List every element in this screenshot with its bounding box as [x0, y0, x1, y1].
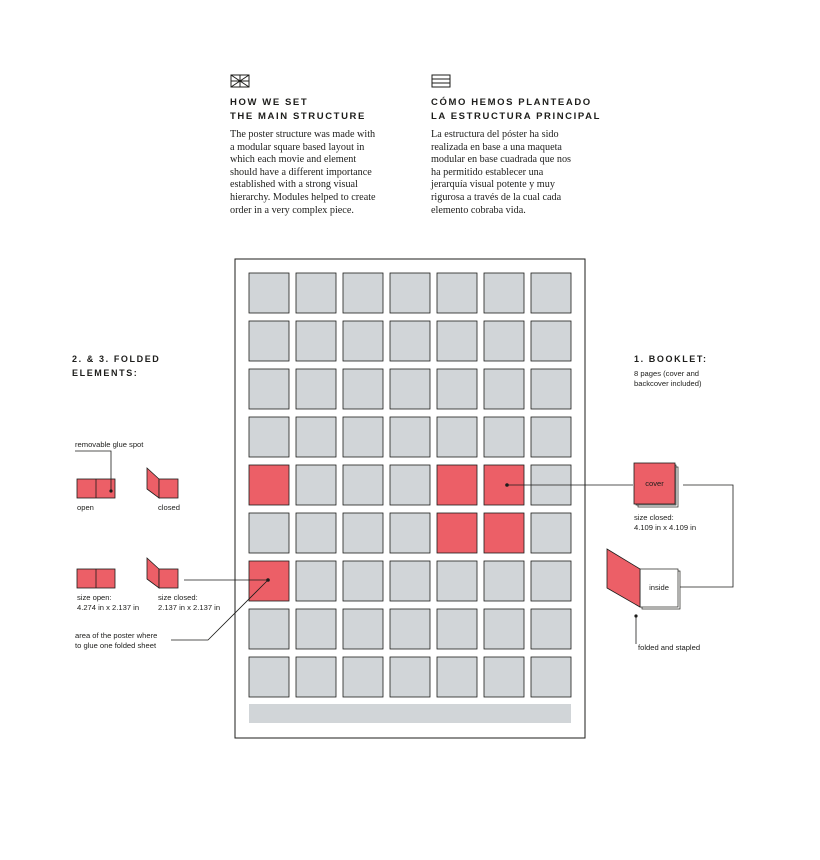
- grid-cell: [296, 273, 336, 313]
- folded-heading-line2: ELEMENTS:: [72, 368, 139, 378]
- grid-cell: [390, 657, 430, 697]
- grid-cell-highlighted: [437, 465, 477, 505]
- size-closed-label: [158, 593, 220, 613]
- grid-cell: [343, 465, 383, 505]
- grid-cell: [296, 321, 336, 361]
- folded-stapled-label: folded and stapled: [638, 643, 701, 652]
- grid-cell: [437, 657, 477, 697]
- grid-cell-highlighted: [484, 513, 524, 553]
- grid-cell: [531, 513, 571, 553]
- intro-en-heading: [230, 96, 366, 124]
- grid-cell-highlighted: [249, 465, 289, 505]
- grid-cell: [437, 273, 477, 313]
- grid-cell: [531, 561, 571, 601]
- size-closed-line1: size closed:: [158, 593, 198, 602]
- grid-cell: [390, 273, 430, 313]
- open-label: open: [77, 503, 94, 512]
- size-open-label: [77, 593, 139, 613]
- intro-es-heading-line1: CÓMO HEMOS PLANTEADO: [431, 97, 592, 108]
- glue-spot-label: removable glue spot: [75, 440, 144, 449]
- grid-cell: [484, 609, 524, 649]
- booklet-description: [634, 369, 702, 389]
- grid-cell: [390, 561, 430, 601]
- folded-heading-line1: 2. & 3. FOLDED: [72, 354, 161, 364]
- grid-cell: [296, 561, 336, 601]
- folded-open-sheet: [77, 479, 115, 498]
- poster-footer-strip: [249, 704, 571, 723]
- intro-en-heading-line2: THE MAIN STRUCTURE: [230, 111, 366, 122]
- booklet-size-line2: 4.109 in x 4.109 in: [634, 523, 697, 532]
- booklet-heading: 1. BOOKLET:: [634, 354, 708, 364]
- grid-cell: [437, 609, 477, 649]
- stapled-pointer-dot: [634, 614, 637, 617]
- grid-cell: [531, 609, 571, 649]
- grid-cell: [531, 369, 571, 409]
- grid-cell: [343, 417, 383, 457]
- grid-cell: [249, 369, 289, 409]
- grid-cell: [437, 369, 477, 409]
- folded-open-sheet-sized: [77, 569, 115, 588]
- folded-heading: [72, 352, 160, 380]
- grid-cell: [484, 657, 524, 697]
- booklet-inside: [607, 549, 680, 609]
- glue-area-label: [75, 631, 157, 651]
- grid-cell: [484, 321, 524, 361]
- grid-cell: [249, 321, 289, 361]
- booklet-size-label: [634, 513, 696, 533]
- spain-flag-icon: [432, 75, 450, 87]
- grid-cell: [296, 369, 336, 409]
- grid-cell: [296, 465, 336, 505]
- grid-cell: [249, 513, 289, 553]
- grid-cell: [390, 417, 430, 457]
- grid-cell: [484, 561, 524, 601]
- booklet-desc-line2: backcover included): [634, 379, 702, 388]
- grid-cell-highlighted: [437, 513, 477, 553]
- intro-es-heading: [431, 96, 601, 124]
- grid-cell: [390, 465, 430, 505]
- grid-cell: [437, 321, 477, 361]
- booklet-loop-line: [680, 485, 733, 587]
- glue-area-line2: to glue one folded sheet: [75, 641, 157, 650]
- closed-label: closed: [158, 503, 180, 512]
- grid-cell: [343, 513, 383, 553]
- grid-cell: [531, 657, 571, 697]
- size-open-line2: 4.274 in x 2.137 in: [77, 603, 140, 612]
- grid-cell: [249, 273, 289, 313]
- folded-closed-sheet: [147, 468, 178, 498]
- grid-cell: [343, 369, 383, 409]
- grid-cell: [484, 369, 524, 409]
- size-closed-line2: 2.137 in x 2.137 in: [158, 603, 221, 612]
- intro-es-heading-line2: LA ESTRUCTURA PRINCIPAL: [431, 111, 601, 122]
- cover-label: cover: [645, 479, 664, 488]
- intro-en-body: The poster structure was made with a modular square based layout in which each movie and element should have a different importance established with a strong visual hierarchy. Modules helped to create order in a very complex piece.: [230, 129, 376, 216]
- grid-cell: [296, 417, 336, 457]
- grid-cell: [296, 513, 336, 553]
- grid-cell: [484, 417, 524, 457]
- grid-cell: [249, 609, 289, 649]
- booklet-connector-dot: [505, 483, 509, 487]
- grid-cell: [249, 417, 289, 457]
- grid-cell: [531, 321, 571, 361]
- grid-cell: [531, 273, 571, 313]
- grid-cell: [343, 273, 383, 313]
- inside-label: inside: [649, 583, 669, 592]
- grid-cell: [437, 561, 477, 601]
- grid-cell: [437, 417, 477, 457]
- size-open-line1: size open:: [77, 593, 112, 602]
- intro-es-body: La estructura del póster ha sido realizada en base a una maqueta modular en base cuadrada que nos ha permitido establecer una jerarquía visual potente y muy rigurosa a través de la cual cada elemento cobraba vida.: [431, 129, 572, 216]
- grid-cell: [531, 417, 571, 457]
- booklet-desc-line1: 8 pages (cover and: [634, 369, 700, 378]
- grid-cell: [343, 561, 383, 601]
- uk-flag-icon: [231, 75, 249, 87]
- grid-cell: [390, 513, 430, 553]
- grid-cell: [343, 321, 383, 361]
- grid-cell: [296, 657, 336, 697]
- booklet-size-line1: size closed:: [634, 513, 674, 522]
- grid-cell: [343, 609, 383, 649]
- grid-cell: [343, 657, 383, 697]
- grid-cell: [390, 321, 430, 361]
- grid-cell: [249, 657, 289, 697]
- glue-spot-dot: [109, 489, 112, 492]
- grid-cell: [484, 273, 524, 313]
- intro-en-heading-line1: HOW WE SET: [230, 97, 309, 108]
- folded-closed-sheet-sized: [147, 558, 178, 588]
- grid-cell: [296, 609, 336, 649]
- grid-cell: [390, 369, 430, 409]
- grid-cell: [390, 609, 430, 649]
- glue-area-line1: area of the poster where: [75, 631, 158, 640]
